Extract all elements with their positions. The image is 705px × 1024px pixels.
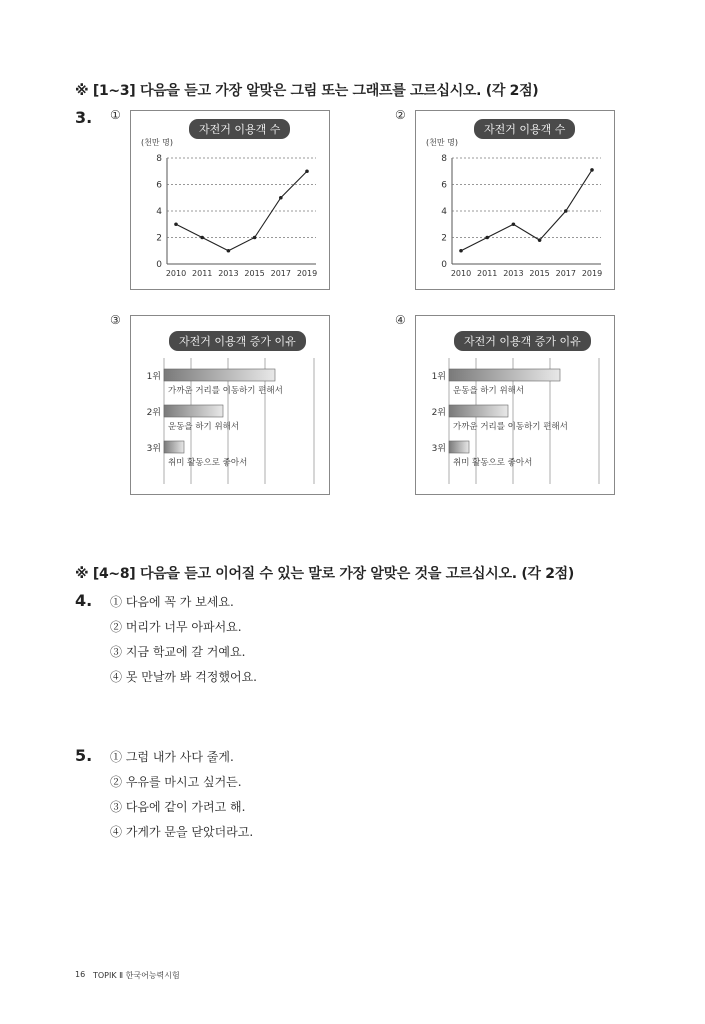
- data-point: [279, 196, 283, 200]
- bar: [164, 441, 184, 453]
- x-tick-label: 2011: [192, 269, 213, 278]
- rank-label: 1위: [146, 372, 161, 382]
- series-line: [461, 170, 592, 251]
- y-tick-label: 2: [156, 233, 162, 244]
- rank-label: 2위: [431, 408, 446, 418]
- data-point: [227, 249, 231, 253]
- line-chart-2: [416, 111, 614, 289]
- option-marker-4: ④: [395, 313, 406, 327]
- bar-chart-4: [416, 316, 614, 494]
- y-tick-label: 4: [441, 207, 447, 217]
- q5-option-2[interactable]: ② 우유를 마시고 싶거든.: [110, 775, 242, 789]
- bar: [449, 369, 560, 381]
- x-tick-label: 2011: [477, 269, 498, 278]
- chart-panel-3: [130, 315, 330, 495]
- q4-option-4[interactable]: ④ 못 만날까 봐 걱정했어요.: [110, 670, 257, 684]
- q5-option-3[interactable]: ③ 다음에 같이 가려고 해.: [110, 800, 246, 814]
- data-point: [485, 236, 489, 240]
- footer-text: TOPIK Ⅱ 한국어능력시험: [93, 971, 180, 980]
- chart-title: 자전거 이용객 증가 이유: [454, 331, 591, 351]
- rank-label: 2위: [146, 408, 161, 418]
- section-1-title: ※ [1~3] 다음을 듣고 가장 알맞은 그림 또는 그래프를 고르십시오. (각 2점): [75, 83, 539, 99]
- q4-option-1[interactable]: ① 다음에 꼭 가 보세요.: [110, 595, 234, 609]
- option-marker-3: ③: [110, 313, 121, 327]
- y-tick-label: 4: [156, 207, 162, 217]
- y-axis-unit: (천만 명): [141, 138, 173, 147]
- chart-panel-2: [415, 110, 615, 290]
- q5-option-1[interactable]: ① 그럼 내가 사다 줄게.: [110, 750, 234, 764]
- question-5-number: 5.: [75, 746, 93, 765]
- question-4-number: 4.: [75, 591, 93, 610]
- chart-title: 자전거 이용객 증가 이유: [169, 331, 306, 351]
- bar-reason-label: 가까운 거리를 이동하기 편해서: [168, 386, 283, 396]
- data-point: [590, 168, 594, 172]
- y-tick-label: 8: [441, 154, 447, 164]
- x-tick-label: 2019: [296, 269, 318, 278]
- bar: [449, 441, 469, 453]
- chart-title: 자전거 이용객 수: [474, 119, 575, 139]
- data-point: [512, 222, 516, 226]
- q5-option-4[interactable]: ④ 가게가 문을 닫았더라고.: [110, 825, 254, 839]
- x-tick-label: 2015: [244, 269, 265, 278]
- y-axis-unit: (천만 명): [426, 138, 458, 147]
- y-tick-label: 6: [156, 180, 162, 191]
- x-tick-label: 2013: [503, 269, 524, 278]
- chart-panel-1: [130, 110, 330, 290]
- bar-reason-label: 취미 활동으로 좋아서: [453, 458, 533, 468]
- data-point: [200, 236, 204, 240]
- chart-title: 자전거 이용객 수: [189, 119, 290, 139]
- q4-option-3[interactable]: ③ 지금 학교에 갈 거예요.: [110, 645, 246, 659]
- bar-reason-label: 운동을 하기 위해서: [453, 386, 525, 396]
- y-tick-label: 6: [441, 180, 447, 191]
- rank-label: 3위: [431, 444, 446, 454]
- option-marker-2: ②: [395, 108, 406, 122]
- x-tick-label: 2019: [581, 269, 603, 278]
- bar-reason-label: 취미 활동으로 좋아서: [168, 458, 248, 468]
- bar-reason-label: 가까운 거리를 이동하기 편해서: [453, 422, 568, 432]
- page-number: 16: [75, 970, 86, 979]
- y-tick-label: 2: [441, 233, 447, 244]
- question-3-number: 3.: [75, 108, 93, 127]
- x-tick-label: 2015: [529, 269, 550, 278]
- rank-label: 1위: [431, 372, 446, 382]
- x-tick-label: 2010: [450, 269, 472, 278]
- data-point: [253, 236, 257, 240]
- bar: [164, 405, 223, 417]
- x-tick-label: 2017: [555, 269, 576, 278]
- rank-label: 3위: [146, 444, 161, 454]
- line-chart-1: [131, 111, 329, 289]
- data-point: [174, 222, 178, 226]
- data-point: [538, 238, 542, 242]
- bar-chart-3: [131, 316, 329, 494]
- y-tick-label: 0: [156, 260, 162, 270]
- data-point: [459, 249, 463, 253]
- x-tick-label: 2013: [218, 269, 239, 278]
- y-tick-label: 8: [156, 154, 162, 164]
- data-point: [564, 209, 568, 213]
- bar-reason-label: 운동을 하기 위해서: [168, 422, 240, 432]
- bar: [449, 405, 508, 417]
- chart-panel-4: [415, 315, 615, 495]
- section-2-title: ※ [4~8] 다음을 듣고 이어질 수 있는 말로 가장 알맞은 것을 고르십시오. (각 2점): [75, 566, 574, 582]
- bar: [164, 369, 275, 381]
- q4-option-2[interactable]: ② 머리가 너무 아파서요.: [110, 620, 242, 634]
- option-marker-1: ①: [110, 108, 121, 122]
- x-tick-label: 2010: [165, 269, 187, 278]
- y-tick-label: 0: [441, 260, 447, 270]
- x-tick-label: 2017: [270, 269, 291, 278]
- data-point: [305, 169, 309, 173]
